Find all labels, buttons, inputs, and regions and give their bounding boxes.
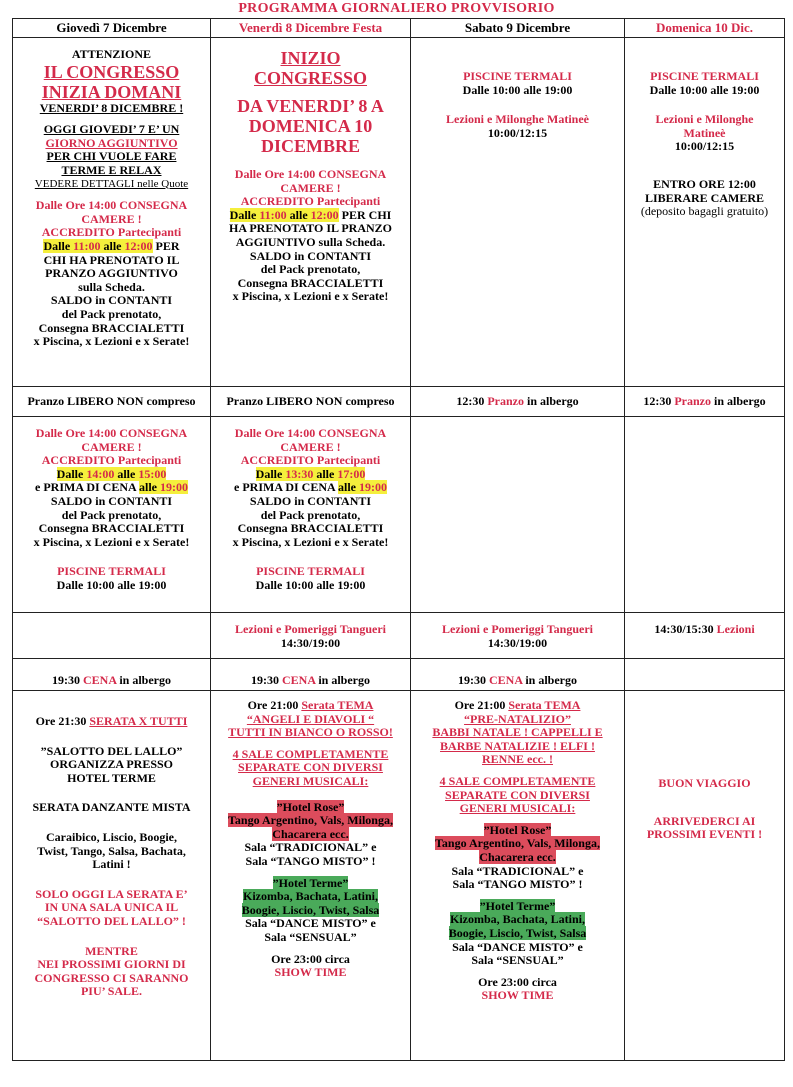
header-thursday: Giovedì 7 Dicembre <box>13 19 211 38</box>
rooms-line: GENERI MUSICALI: <box>459 801 576 816</box>
evening-title-line <box>16 715 207 729</box>
cell-sun-afternoon <box>625 417 785 613</box>
meal-label: Pranzo <box>487 393 524 408</box>
text-line: Ore 23:00 circa <box>478 974 557 989</box>
theme-line: “ANGELI E DIAVOLI “ <box>246 711 375 726</box>
accreditation-text: ACCREDITO Partecipanti <box>41 453 182 468</box>
to-word: alle <box>114 466 139 481</box>
terme-genres <box>414 927 621 941</box>
see-you-text: ARRIVEDERCI AI <box>653 813 756 828</box>
place-text: in albergo <box>523 393 579 408</box>
rooms-line: SEPARATE CON DIVERSI <box>445 787 590 802</box>
meal-label: CENA <box>82 673 117 688</box>
luggage-note: (deposito bagagli gratuito) <box>640 204 769 219</box>
text-line: del Pack prenotato, <box>260 262 361 277</box>
hotel-rose-text: ”Hotel Rose” <box>276 799 345 814</box>
cell-thu-morning <box>13 38 211 387</box>
extra-day-text-2: PER CHI VUOLE FARE <box>46 149 177 164</box>
cell-fri-morning <box>211 38 411 387</box>
theme-line: RENNE ecc. ! <box>482 752 553 767</box>
accreditation-text: ACCREDITO Partecipanti <box>41 225 182 240</box>
hotel-terme-text: ”Hotel Terme” <box>479 898 556 913</box>
text-line: Latini ! <box>92 857 131 872</box>
time-text: 19:30 <box>250 673 282 688</box>
meal-label: CENA <box>488 673 523 688</box>
time-end: 12:00 <box>124 238 153 253</box>
time-text: 12:30 <box>456 393 488 408</box>
terme-genres <box>214 904 407 918</box>
text-line: SALDO in CONTANTI <box>50 493 173 508</box>
show-time-label: SHOW TIME <box>481 988 554 1003</box>
text-line: sulla Scheda. <box>78 279 145 294</box>
cell-thu-lessons <box>13 613 211 659</box>
dates-label: DOMENICA 10 <box>248 116 373 136</box>
lunch-time-line <box>214 209 407 223</box>
row-lessons <box>13 613 785 659</box>
text-line: Consegna BRACCIALETTI <box>38 521 185 536</box>
evening-title-line <box>214 699 407 713</box>
hotel-terme-label <box>214 877 407 891</box>
time-start: 11:00 <box>73 238 101 253</box>
time-end: 12:00 <box>310 207 339 222</box>
rose-genres <box>214 828 407 842</box>
text-line: CHI HA PRENOTATO IL <box>43 252 180 267</box>
text-line: Sala “TANGO MISTO” ! <box>452 877 583 892</box>
accreditation-text: ACCREDITO Partecipanti <box>240 453 381 468</box>
text-line: ”SALOTTO DEL LALLO” <box>40 743 183 758</box>
text-line: x Piscina, x Lezioni e x Serate! <box>232 289 389 304</box>
cell-sun-dinner <box>625 659 785 691</box>
time-end: 17:00 <box>337 466 366 481</box>
rose-genres <box>414 837 621 851</box>
cell-sat-morning <box>411 38 625 387</box>
cell-sun-morning <box>625 38 785 387</box>
text-line: Consegna BRACCIALETTI <box>237 521 384 536</box>
text-line: del Pack prenotato, <box>260 507 361 522</box>
text-line: Twist, Tango, Salsa, Bachata, <box>37 843 186 858</box>
row-dinner <box>13 659 785 691</box>
theme-line: TUTTI IN BIANCO O ROSSO! <box>228 725 393 740</box>
lessons-hours: 14:30/19:00 <box>280 635 341 650</box>
time-text: Ore 21:30 <box>35 714 90 728</box>
row-afternoon <box>13 417 785 613</box>
checkin-text: Dalle Ore 14:00 CONSEGNA <box>35 198 188 213</box>
text-line: Ore 23:00 circa <box>271 951 350 966</box>
text-line: SALDO in CONTANTI <box>249 493 372 508</box>
note-line: NEI PROSSIMI GIORNI DI <box>37 957 186 972</box>
time-line <box>214 468 407 482</box>
row-morning <box>13 38 785 387</box>
extra-day-text-3: TERME E RELAX <box>61 162 162 177</box>
lunch-time-line <box>16 240 207 254</box>
see-details-link: VEDERE DETTAGLI nelle Quote <box>34 177 189 190</box>
lessons-label: Lezioni e Pomeriggi Tangueri <box>442 622 593 636</box>
text-line: SALDO in CONTANTI <box>50 293 173 308</box>
cell-fri-lessons <box>211 613 411 659</box>
start-label: INIZIO <box>280 48 341 68</box>
cell-sat-afternoon <box>411 417 625 613</box>
note-line: SOLO OGGI LA SERATA E’ <box>35 886 188 901</box>
text-line: x Piscina, x Lezioni e x Serate! <box>33 334 190 349</box>
time-text: Ore 21:00 <box>247 698 302 712</box>
cell-thu-lunch: Pranzo LIBERO NON compreso <box>13 387 211 417</box>
lessons-hours: 10:00/12:15 <box>674 139 735 154</box>
note-line: “SALOTTO DEL LALLO” ! <box>37 913 186 928</box>
dinner-time-line <box>16 481 207 495</box>
text-line: Sala “TRADICIONAL” e <box>451 863 584 878</box>
time-text: 12:30 <box>643 393 675 408</box>
place-text: in albergo <box>116 673 171 688</box>
checkout-text: ENTRO ORE 12:00 <box>653 176 756 191</box>
header-friday: Venerdì 8 Dicembre Festa <box>211 19 411 38</box>
text-line: del Pack prenotato, <box>61 507 162 522</box>
cell-sat-lessons <box>411 613 625 659</box>
cell-thu-evening <box>13 691 211 1061</box>
checkout-text: LIBERARE CAMERE <box>644 190 764 205</box>
terme-genres <box>214 890 407 904</box>
time-text: 19:30 <box>51 673 83 688</box>
event-title: Serata TEMA <box>301 698 374 712</box>
before-dinner-text: e PRIMA DI CENA <box>35 480 139 495</box>
rose-genres-text: Chacarera ecc. <box>272 826 349 841</box>
terme-genres-text: Kizomba, Bachata, Latini, <box>449 912 585 927</box>
rose-genres-text: Chacarera ecc. <box>479 849 556 864</box>
event-title: SERATA X TUTTI <box>89 714 188 728</box>
text-line: Sala “DANCE MISTO” e <box>452 939 583 954</box>
to-word: alle <box>286 207 311 222</box>
time-text: 14:30/15:30 <box>654 622 717 636</box>
to-word: alle <box>139 480 160 495</box>
from-word: Dalle <box>255 466 286 481</box>
show-time-label: SHOW TIME <box>274 965 347 980</box>
dates-label: DA VENERDI’ 8 A <box>237 96 384 116</box>
event-title: Serata TEMA <box>508 698 581 712</box>
attention-label: ATTENZIONE <box>71 47 152 61</box>
text-line: x Piscina, x Lezioni e x Serate! <box>232 534 389 549</box>
rooms-line: 4 SALE COMPLETAMENTE <box>439 773 596 788</box>
time-start: 14:00 <box>86 466 115 481</box>
header-sunday: Domenica 10 Dic. <box>625 19 785 38</box>
time-end: 15:00 <box>138 466 167 481</box>
to-word: alle <box>100 238 125 253</box>
checkin-text: Dalle Ore 14:00 CONSEGNA <box>35 426 188 440</box>
hotel-rose-label <box>414 824 621 838</box>
rooms-line: GENERI MUSICALI: <box>252 773 369 788</box>
rooms-text: CAMERE ! <box>280 439 341 454</box>
checkin-text: Dalle Ore 14:00 CONSEGNA <box>234 167 387 181</box>
note-line: IN UNA SALA UNICA IL <box>44 900 179 915</box>
text-line: Sala “SENSUAL” <box>264 929 357 944</box>
text-line: Sala “SENSUAL” <box>471 953 564 968</box>
before-dinner-text: e PRIMA DI CENA <box>234 480 338 495</box>
cell-fri-dinner <box>211 659 411 691</box>
rooms-text: CAMERE ! <box>81 439 142 454</box>
from-word: Dalle <box>43 238 74 253</box>
starts-tomorrow-label: INIZIA DOMANI <box>41 81 182 102</box>
extra-day-highlight: GIORNO AGGIUNTIVO <box>45 135 178 150</box>
lessons-label: Lezioni <box>716 622 755 636</box>
cell-sat-evening <box>411 691 625 1061</box>
text-line: AGGIUNTIVO sulla Scheda. <box>235 234 386 249</box>
cell-thu-afternoon <box>13 417 211 613</box>
theme-line: “PRE-NATALIZIO” <box>464 711 571 726</box>
pools-label: PISCINE TERMALI <box>256 564 365 579</box>
pools-hours: Dalle 10:00 alle 19:00 <box>462 82 573 97</box>
terme-genres-text: Boogie, Liscio, Twist, Salsa <box>448 925 587 940</box>
for-word: PER CHI <box>338 207 392 222</box>
text-line: Sala “TRADICIONAL” e <box>244 840 377 855</box>
see-you-text: PROSSIMI EVENTI ! <box>646 827 763 842</box>
text-line: x Piscina, x Lezioni e x Serate! <box>33 534 190 549</box>
from-word: Dalle <box>229 207 260 222</box>
terme-genres <box>414 913 621 927</box>
congress-label: CONGRESSO <box>253 68 368 88</box>
header-row <box>13 19 785 38</box>
terme-genres-text: Kizomba, Bachata, Latini, <box>242 889 378 904</box>
rooms-line: 4 SALE COMPLETAMENTE <box>232 746 389 761</box>
lessons-label: Lezioni e Milonghe Matineè <box>446 112 589 127</box>
rooms-text: CAMERE ! <box>280 180 341 195</box>
page-title: PROGRAMMA GIORNALIERO PROVVISORIO <box>238 1 555 16</box>
for-word: PER <box>152 238 180 253</box>
lessons-hours: 10:00/12:15 <box>487 125 548 140</box>
pools-label: PISCINE TERMALI <box>57 564 166 579</box>
theme-line: BARBE NATALIZIE ! ELFI ! <box>440 738 595 753</box>
cell-fri-afternoon <box>211 417 411 613</box>
accreditation-text: ACCREDITO Partecipanti <box>240 194 381 209</box>
dinner-time-line <box>214 481 407 495</box>
meal-label: CENA <box>281 673 316 688</box>
schedule-table <box>12 18 785 1061</box>
cell-fri-lunch: Pranzo LIBERO NON compreso <box>211 387 411 417</box>
friday-date-label: VENERDI’ 8 DICEMBRE ! <box>39 100 184 115</box>
text-line: Sala “DANCE MISTO” e <box>245 916 376 931</box>
text-line: ORGANIZZA PRESSO <box>49 757 174 772</box>
lessons-line <box>628 623 781 637</box>
rose-genres <box>414 851 621 865</box>
text-line: SERATA DANZANTE MISTA <box>32 800 191 815</box>
text-line: HA PRENOTATO IL PRANZO <box>228 221 393 236</box>
row-lunch <box>13 387 785 417</box>
lessons-label: Lezioni e Pomeriggi Tangueri <box>235 622 386 636</box>
pools-hours: Dalle 10:00 alle 19:00 <box>56 577 167 592</box>
time-end: 19:00 <box>160 480 188 495</box>
goodbye-text: BUON VIAGGIO <box>658 776 751 790</box>
text-line: del Pack prenotato, <box>61 306 162 321</box>
text-line: Caraibico, Liscio, Boogie, <box>46 829 177 844</box>
meal-label: Pranzo <box>674 393 711 408</box>
text-line: HOTEL TERME <box>67 770 156 785</box>
note-line: PIU’ SALE. <box>80 984 143 999</box>
to-word: alle <box>338 480 359 495</box>
congress-label: IL CONGRESSO <box>43 61 180 82</box>
time-start: 11:00 <box>259 207 287 222</box>
theme-line: BABBI NATALE ! CAPPELLI E <box>432 725 603 740</box>
cell-thu-dinner <box>13 659 211 691</box>
from-word: Dalle <box>56 466 87 481</box>
cell-sun-lunch <box>625 387 785 417</box>
terme-genres-text: Boogie, Liscio, Twist, Salsa <box>241 902 380 917</box>
time-start: 13:30 <box>285 466 314 481</box>
checkin-text: Dalle Ore 14:00 CONSEGNA <box>234 426 387 440</box>
cell-fri-evening <box>211 691 411 1061</box>
evening-title-line <box>414 699 621 713</box>
hotel-terme-text: ”Hotel Terme” <box>272 875 349 890</box>
text-line: Consegna BRACCIALETTI <box>38 320 185 335</box>
note-line: CONGRESSO CI SARANNO <box>34 970 189 985</box>
rooms-text: CAMERE ! <box>81 211 142 226</box>
extra-day-text: OGGI GIOVEDI’ 7 E’ UN <box>43 122 180 137</box>
pools-label: PISCINE TERMALI <box>650 69 759 83</box>
place-text: in albergo <box>522 673 577 688</box>
rooms-line: SEPARATE CON DIVERSI <box>238 760 383 775</box>
time-end: 19:00 <box>359 480 387 495</box>
time-line <box>16 468 207 482</box>
hotel-terme-label <box>414 900 621 914</box>
place-text: in albergo <box>710 393 766 408</box>
place-text: in albergo <box>315 673 370 688</box>
hotel-rose-label <box>214 801 407 815</box>
header-saturday: Sabato 9 Dicembre <box>411 19 625 38</box>
cell-sat-lunch <box>411 387 625 417</box>
pools-hours: Dalle 10:00 alle 19:00 <box>649 82 760 97</box>
rose-genres-text: Tango Argentino, Vals, Milonga, <box>228 813 393 828</box>
text-line: Consegna BRACCIALETTI <box>237 275 384 290</box>
lessons-label: Matineè <box>683 125 726 140</box>
note-line: MENTRE <box>85 943 138 958</box>
row-evening <box>13 691 785 1061</box>
time-text: Ore 21:00 <box>454 698 509 712</box>
to-word: alle <box>313 466 338 481</box>
pools-hours: Dalle 10:00 alle 19:00 <box>255 577 366 592</box>
rose-genres <box>214 814 407 828</box>
text-line: PRANZO AGGIUNTIVO <box>45 266 178 281</box>
hotel-rose-text: ”Hotel Rose” <box>483 822 552 837</box>
cell-sun-evening <box>625 691 785 1061</box>
dates-label: DICEMBRE <box>260 136 360 156</box>
lessons-label: Lezioni e Milonghe <box>655 112 754 127</box>
time-text: 19:30 <box>457 673 489 688</box>
text-line: Sala “TANGO MISTO” ! <box>245 853 376 868</box>
rose-genres-text: Tango Argentino, Vals, Milonga, <box>435 836 600 851</box>
text-line: SALDO in CONTANTI <box>249 248 372 263</box>
cell-sat-dinner <box>411 659 625 691</box>
cell-sun-lessons <box>625 613 785 659</box>
lessons-hours: 14:30/19:00 <box>487 635 548 650</box>
pools-label: PISCINE TERMALI <box>463 69 572 83</box>
